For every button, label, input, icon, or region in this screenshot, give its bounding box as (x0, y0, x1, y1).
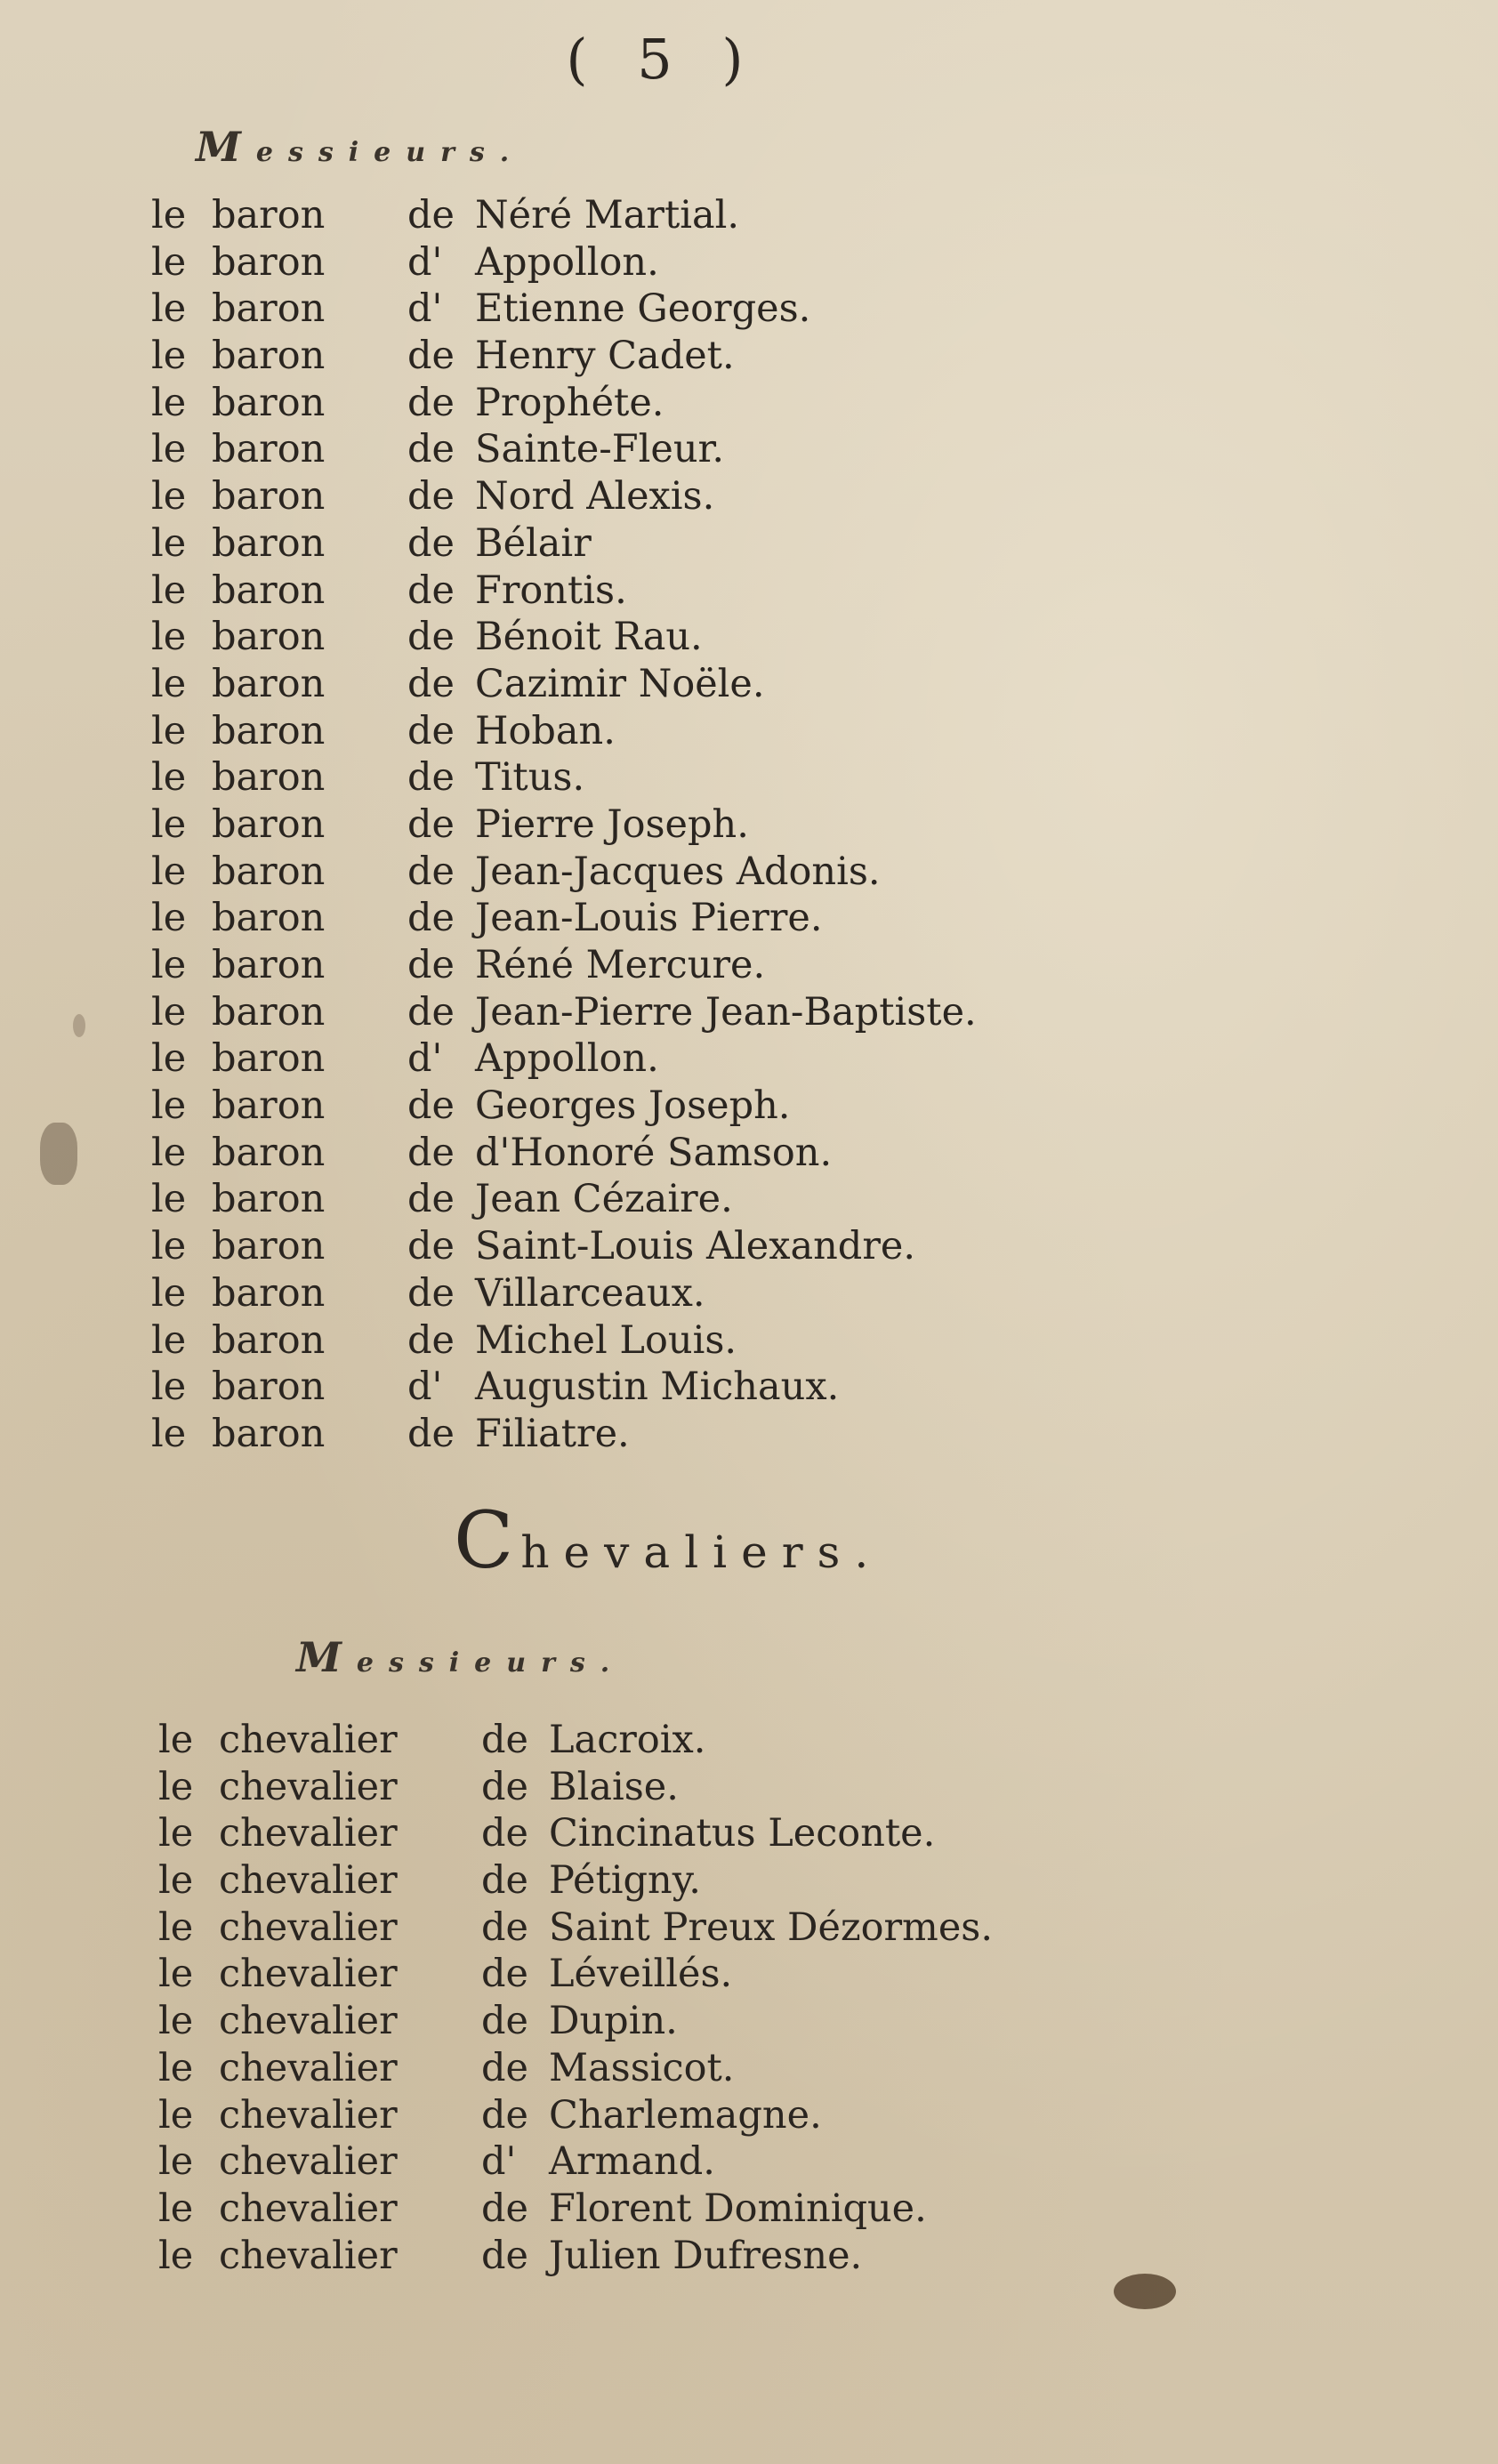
entry-rank: baron (212, 427, 326, 472)
entry-name: Augustin Michaux. (475, 1365, 840, 1410)
baron-entry (151, 1270, 977, 1317)
entry-rank: baron (212, 380, 326, 425)
baron-entry (151, 661, 977, 708)
entry-article: le (151, 849, 187, 894)
entry-article: le (151, 896, 187, 941)
entry-preposition: de (481, 2233, 528, 2278)
entry-rank: baron (212, 1365, 326, 1410)
chevaliers-salutation-rest: essieurs. (356, 1647, 625, 1679)
entry-preposition: de (407, 1224, 455, 1269)
entry-preposition: de (407, 520, 455, 566)
entry-rank: baron (212, 708, 326, 753)
baron-entry (151, 239, 977, 286)
entry-article: le (151, 1130, 187, 1175)
entry-article: le (158, 2233, 194, 2278)
baron-entry (151, 426, 977, 473)
entry-article: le (151, 1083, 187, 1129)
entry-name: Saint-Louis Alexandre. (475, 1224, 916, 1269)
entry-rank: baron (212, 849, 326, 894)
entry-rank: baron (212, 943, 326, 987)
entry-name: Nord Alexis. (475, 474, 715, 519)
entry-preposition: d' (407, 1036, 443, 1082)
entry-name: Réné Mercure. (475, 943, 766, 987)
entry-article: le (151, 1224, 187, 1269)
entry-name: Armand. (549, 2139, 715, 2185)
barons-salutation-initial: M (196, 123, 256, 171)
entry-article: le (151, 943, 187, 987)
entry-article: le (158, 1904, 194, 1950)
chevalier-entry (158, 1998, 993, 2045)
baron-entry (151, 520, 977, 568)
entry-preposition: de (407, 1130, 455, 1175)
entry-article: le (151, 1177, 187, 1222)
baron-entry (151, 708, 977, 755)
chevalier-entry (158, 1764, 993, 1811)
entry-article: le (158, 2092, 194, 2138)
entry-rank: baron (212, 1130, 326, 1175)
entry-preposition: de (481, 1952, 528, 1997)
baron-entry (151, 989, 977, 1036)
entry-rank: baron (212, 1317, 326, 1363)
entry-preposition: de (407, 849, 455, 894)
entry-preposition: de (407, 427, 455, 472)
baron-entry (151, 333, 977, 380)
entry-name: Pierre Joseph. (475, 801, 749, 847)
entry-name: Jean-Pierre Jean-Baptiste. (475, 989, 977, 1035)
entry-preposition: de (407, 193, 455, 238)
entry-name: Charlemagne. (549, 2092, 822, 2138)
entry-name: Lacroix. (549, 1718, 706, 1762)
entry-rank: baron (212, 286, 326, 332)
entry-name: Jean Cézaire. (475, 1177, 733, 1222)
entry-rank: baron (212, 1177, 326, 1222)
entry-article: le (151, 334, 187, 379)
baron-entry (151, 1364, 977, 1411)
baron-entry (151, 942, 977, 989)
entry-article: le (158, 1858, 194, 1904)
entry-rank: baron (212, 568, 326, 613)
entry-name: Jean-Louis Pierre. (475, 896, 823, 941)
entry-preposition: de (407, 1317, 455, 1363)
entry-article: le (151, 286, 187, 332)
entry-article: le (151, 755, 187, 801)
entry-article: le (151, 568, 187, 613)
entry-name: Massicot. (549, 2045, 735, 2090)
entry-name: Appollon. (475, 239, 659, 285)
entry-preposition: de (407, 708, 455, 753)
entry-rank: baron (212, 193, 326, 238)
chevaliers-list (158, 1717, 993, 2279)
entry-preposition: de (407, 755, 455, 801)
entry-rank: chevalier (219, 1904, 398, 1950)
baron-entry (151, 1083, 977, 1130)
baron-entry (151, 895, 977, 942)
entry-name: Cincinatus Leconte. (549, 1811, 936, 1856)
entry-rank: chevalier (219, 1952, 398, 1997)
baron-entry (151, 1317, 977, 1365)
entry-name: Léveillés. (549, 1952, 733, 1997)
baron-entry (151, 1223, 977, 1270)
entry-article: le (151, 427, 187, 472)
entry-name: Filiatre. (475, 1411, 630, 1456)
baron-entry (151, 473, 977, 520)
entry-preposition: de (407, 474, 455, 519)
entry-article: le (158, 2186, 194, 2231)
entry-rank: chevalier (219, 2045, 398, 2090)
entry-preposition: de (481, 1764, 528, 1809)
entry-rank: baron (212, 661, 326, 706)
entry-preposition: de (407, 1270, 455, 1316)
entry-preposition: de (481, 2186, 528, 2231)
entry-name: Pétigny. (549, 1858, 701, 1904)
entry-rank: chevalier (219, 2233, 398, 2278)
barons-list (151, 192, 977, 1458)
entry-preposition: de (481, 1718, 528, 1762)
entry-name: Bénoit Rau. (475, 615, 703, 660)
entry-article: le (151, 239, 187, 285)
entry-article: le (151, 1365, 187, 1410)
chevalier-entry (158, 1717, 993, 1764)
entry-name: d'Honoré Samson. (475, 1130, 833, 1175)
entry-name: Henry Cadet. (475, 334, 735, 379)
entry-preposition: de (407, 568, 455, 613)
entry-rank: baron (212, 520, 326, 566)
chevaliers-title-rest: hevaliers. (520, 1526, 883, 1578)
baron-entry (151, 614, 977, 661)
entry-rank: baron (212, 334, 326, 379)
entry-rank: baron (212, 755, 326, 801)
entry-preposition: de (407, 989, 455, 1035)
entry-preposition: de (407, 1411, 455, 1456)
entry-name: Dupin. (549, 1999, 678, 2044)
entry-name: Titus. (475, 755, 585, 801)
chevalier-entry (158, 2138, 993, 2186)
entry-name: Appollon. (475, 1036, 659, 1082)
entry-name: Frontis. (475, 568, 627, 613)
ink-blot (73, 1014, 85, 1037)
entry-preposition: de (407, 334, 455, 379)
entry-article: le (151, 193, 187, 238)
baron-entry (151, 1176, 977, 1223)
entry-preposition: de (481, 1999, 528, 2044)
entry-preposition: d' (407, 1365, 443, 1410)
entry-article: le (151, 1270, 187, 1316)
ink-stain (1114, 2274, 1176, 2309)
entry-rank: chevalier (219, 2092, 398, 2138)
entry-article: le (151, 615, 187, 660)
entry-rank: chevalier (219, 1999, 398, 2044)
entry-preposition: de (481, 1811, 528, 1856)
baron-entry (151, 568, 977, 615)
entry-article: le (158, 1999, 194, 2044)
chevalier-entry (158, 1951, 993, 1998)
entry-name: Prophéte. (475, 380, 664, 425)
entry-article: le (158, 1718, 194, 1762)
chevaliers-title-initial: C (454, 1494, 521, 1586)
entry-rank: baron (212, 989, 326, 1035)
entry-name: Néré Martial. (475, 193, 740, 238)
entry-article: le (151, 1411, 187, 1456)
entry-preposition: de (407, 801, 455, 847)
entry-preposition: d' (481, 2139, 517, 2185)
baron-entry (151, 801, 977, 849)
entry-article: le (158, 1952, 194, 1997)
entry-article: le (151, 380, 187, 425)
baron-entry (151, 1130, 977, 1177)
entry-preposition: d' (407, 286, 443, 332)
entry-article: le (151, 661, 187, 706)
entry-rank: chevalier (219, 1858, 398, 1904)
entry-rank: chevalier (219, 1764, 398, 1809)
entry-name: Blaise. (549, 1764, 679, 1809)
entry-article: le (158, 1764, 194, 1809)
entry-article: le (151, 708, 187, 753)
chevalier-entry (158, 1904, 993, 1952)
paper-tear-mark (40, 1123, 77, 1185)
entry-rank: chevalier (219, 1718, 398, 1762)
entry-name: Hoban. (475, 708, 616, 753)
barons-salutation-heading (196, 123, 524, 171)
entry-name: Michel Louis. (475, 1317, 737, 1363)
entry-article: le (151, 474, 187, 519)
entry-preposition: de (481, 1904, 528, 1950)
entry-rank: baron (212, 1224, 326, 1269)
entry-rank: baron (212, 239, 326, 285)
entry-name: Jean-Jacques Adonis. (475, 849, 881, 894)
entry-preposition: de (481, 2092, 528, 2138)
entry-name: Georges Joseph. (475, 1083, 791, 1129)
entry-preposition: de (407, 615, 455, 660)
entry-name: Sainte-Fleur. (475, 427, 725, 472)
entry-rank: baron (212, 1411, 326, 1456)
entry-name: Villarceaux. (475, 1270, 705, 1316)
entry-preposition: de (481, 2045, 528, 2090)
entry-name: Cazimir Noële. (475, 661, 765, 706)
baron-entry (151, 849, 977, 896)
chevaliers-salutation-heading (296, 1633, 624, 1681)
entry-name: Florent Dominique. (549, 2186, 927, 2231)
baron-entry (151, 754, 977, 801)
entry-preposition: de (407, 1083, 455, 1129)
entry-preposition: de (407, 1177, 455, 1222)
chevalier-entry (158, 1857, 993, 1904)
entry-name: Julien Dufresne. (549, 2233, 863, 2278)
entry-preposition: de (407, 896, 455, 941)
chevaliers-section-title (454, 1494, 882, 1586)
chevalier-entry (158, 2092, 993, 2139)
entry-article: le (151, 1317, 187, 1363)
entry-preposition: de (407, 380, 455, 425)
page-number: ( 5 ) (566, 27, 760, 92)
baron-entry (151, 286, 977, 333)
entry-name: Etienne Georges. (475, 286, 811, 332)
entry-article: le (158, 2139, 194, 2185)
entry-name: Saint Preux Dézormes. (549, 1904, 994, 1950)
entry-article: le (151, 989, 187, 1035)
chevalier-entry (158, 2233, 993, 2280)
entry-rank: chevalier (219, 1811, 398, 1856)
entry-rank: baron (212, 474, 326, 519)
baron-entry (151, 1035, 977, 1083)
entry-preposition: de (481, 1858, 528, 1904)
chevaliers-salutation-initial: M (296, 1633, 357, 1681)
chevalier-entry (158, 2045, 993, 2092)
entry-rank: baron (212, 896, 326, 941)
entry-rank: baron (212, 615, 326, 660)
entry-rank: baron (212, 801, 326, 847)
entry-name: Bélair (475, 520, 592, 566)
entry-preposition: de (407, 943, 455, 987)
baron-entry (151, 192, 977, 239)
entry-rank: baron (212, 1083, 326, 1129)
entry-preposition: d' (407, 239, 443, 285)
chevalier-entry (158, 1810, 993, 1857)
entry-rank: baron (212, 1270, 326, 1316)
entry-preposition: de (407, 661, 455, 706)
barons-salutation-rest: essieurs. (255, 137, 525, 168)
entry-rank: chevalier (219, 2186, 398, 2231)
entry-article: le (151, 801, 187, 847)
entry-article: le (151, 1036, 187, 1082)
entry-rank: baron (212, 1036, 326, 1082)
entry-rank: chevalier (219, 2139, 398, 2185)
entry-article: le (158, 2045, 194, 2090)
entry-article: le (151, 520, 187, 566)
baron-entry (151, 1411, 977, 1458)
baron-entry (151, 380, 977, 427)
chevalier-entry (158, 2186, 993, 2233)
entry-article: le (158, 1811, 194, 1856)
